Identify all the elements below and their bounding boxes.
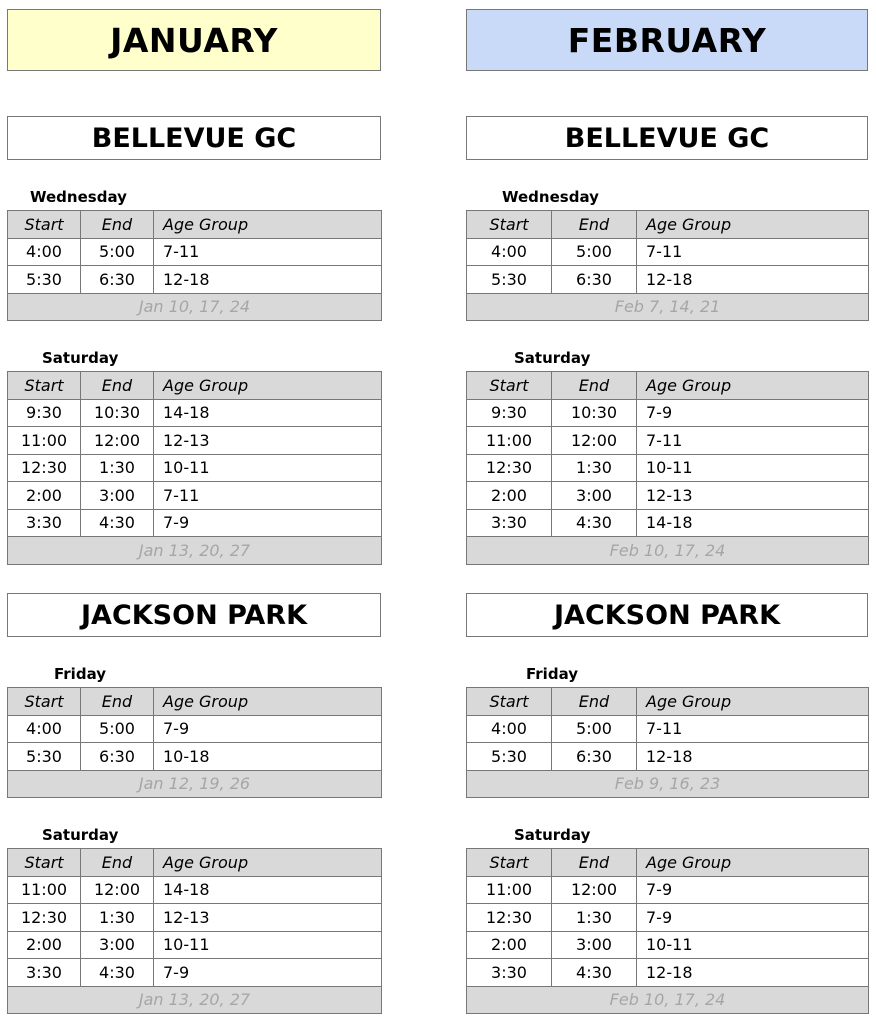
table-row [467, 931, 869, 959]
header-age-group: Age Group [154, 211, 382, 239]
header-start: Start [8, 372, 81, 400]
header-start: Start [467, 688, 552, 716]
age-group-cell: 12-18 [154, 266, 382, 294]
end-time-cell: 12:00 [81, 427, 154, 455]
header-end: End [552, 372, 637, 400]
age-group-cell: 7-9 [154, 509, 382, 537]
start-time-cell: 5:30 [8, 266, 81, 294]
table-row [8, 509, 382, 537]
day-label: Saturday [42, 826, 119, 844]
age-group-cell: 12-18 [637, 743, 869, 771]
age-group-cell: 10-11 [154, 454, 382, 482]
age-group-cell: 7-11 [637, 238, 869, 266]
header-start: Start [467, 849, 552, 877]
age-group-cell: 12-13 [154, 904, 382, 932]
age-group-cell: 7-9 [637, 399, 869, 427]
table-row [467, 454, 869, 482]
table-header-row [467, 372, 869, 400]
table-row [467, 427, 869, 455]
table-row [8, 238, 382, 266]
table-row [8, 743, 382, 771]
table-row [467, 876, 869, 904]
start-time-cell: 3:30 [467, 959, 552, 987]
start-time-cell: 4:00 [8, 238, 81, 266]
end-time-cell: 5:00 [81, 715, 154, 743]
schedule-table [466, 210, 869, 321]
age-group-cell: 7-9 [154, 959, 382, 987]
table-row [467, 904, 869, 932]
schedule-table [466, 687, 869, 798]
dates-cell: Feb 10, 17, 24 [467, 537, 869, 565]
schedule-table [7, 371, 382, 565]
day-label: Saturday [514, 349, 591, 367]
age-group-cell: 7-11 [637, 715, 869, 743]
header-end: End [552, 688, 637, 716]
table-row [8, 454, 382, 482]
start-time-cell: 3:30 [467, 509, 552, 537]
start-time-cell: 9:30 [467, 399, 552, 427]
dates-cell: Feb 10, 17, 24 [467, 986, 869, 1014]
age-group-cell: 10-18 [154, 743, 382, 771]
end-time-cell: 12:00 [552, 427, 637, 455]
table-row [8, 715, 382, 743]
start-time-cell: 2:00 [467, 482, 552, 510]
start-time-cell: 11:00 [467, 876, 552, 904]
dates-row [8, 293, 382, 321]
header-end: End [81, 372, 154, 400]
dates-cell: Feb 9, 16, 23 [467, 770, 869, 798]
header-age-group: Age Group [637, 688, 869, 716]
age-group-cell: 12-13 [154, 427, 382, 455]
end-time-cell: 12:00 [552, 876, 637, 904]
table-row [467, 959, 869, 987]
start-time-cell: 5:30 [467, 743, 552, 771]
age-group-cell: 7-11 [637, 427, 869, 455]
start-time-cell: 3:30 [8, 959, 81, 987]
table-row [467, 266, 869, 294]
header-age-group: Age Group [154, 372, 382, 400]
start-time-cell: 11:00 [8, 427, 81, 455]
table-row [8, 959, 382, 987]
age-group-cell: 14-18 [154, 399, 382, 427]
start-time-cell: 5:30 [8, 743, 81, 771]
end-time-cell: 6:30 [81, 266, 154, 294]
day-label: Friday [526, 665, 579, 683]
month-title: FEBRUARY [466, 9, 868, 71]
start-time-cell: 3:30 [8, 509, 81, 537]
venue-title: BELLEVUE GC [7, 116, 381, 160]
header-end: End [552, 849, 637, 877]
table-header-row [8, 849, 382, 877]
venue-title: BELLEVUE GC [466, 116, 868, 160]
start-time-cell: 2:00 [467, 931, 552, 959]
table-row [8, 904, 382, 932]
table-row [467, 715, 869, 743]
table-row [8, 482, 382, 510]
header-end: End [81, 849, 154, 877]
header-end: End [81, 688, 154, 716]
end-time-cell: 10:30 [81, 399, 154, 427]
schedule-table [466, 848, 869, 1014]
end-time-cell: 3:00 [552, 482, 637, 510]
dates-row [467, 986, 869, 1014]
dates-cell: Jan 12, 19, 26 [8, 770, 382, 798]
age-group-cell: 7-9 [637, 904, 869, 932]
age-group-cell: 12-18 [637, 959, 869, 987]
day-label: Friday [54, 665, 107, 683]
end-time-cell: 12:00 [81, 876, 154, 904]
end-time-cell: 4:30 [81, 959, 154, 987]
start-time-cell: 2:00 [8, 931, 81, 959]
end-time-cell: 4:30 [552, 959, 637, 987]
table-header-row [467, 849, 869, 877]
end-time-cell: 6:30 [81, 743, 154, 771]
end-time-cell: 3:00 [81, 931, 154, 959]
end-time-cell: 4:30 [552, 509, 637, 537]
start-time-cell: 12:30 [8, 904, 81, 932]
dates-cell: Feb 7, 14, 21 [467, 293, 869, 321]
table-header-row [467, 688, 869, 716]
dates-row [467, 293, 869, 321]
header-start: Start [467, 372, 552, 400]
dates-row [8, 986, 382, 1014]
end-time-cell: 3:00 [552, 931, 637, 959]
header-age-group: Age Group [637, 849, 869, 877]
header-end: End [552, 211, 637, 239]
start-time-cell: 12:30 [467, 904, 552, 932]
table-row [8, 876, 382, 904]
start-time-cell: 12:30 [467, 454, 552, 482]
end-time-cell: 1:30 [552, 904, 637, 932]
end-time-cell: 1:30 [81, 904, 154, 932]
age-group-cell: 14-18 [154, 876, 382, 904]
table-row [467, 399, 869, 427]
end-time-cell: 5:00 [552, 238, 637, 266]
dates-cell: Jan 13, 20, 27 [8, 537, 382, 565]
schedule-table [466, 371, 869, 565]
venue-title: JACKSON PARK [7, 593, 381, 637]
age-group-cell: 10-11 [637, 454, 869, 482]
table-row [8, 399, 382, 427]
start-time-cell: 9:30 [8, 399, 81, 427]
dates-row [8, 537, 382, 565]
header-start: Start [8, 849, 81, 877]
age-group-cell: 12-18 [637, 266, 869, 294]
dates-cell: Jan 10, 17, 24 [8, 293, 382, 321]
age-group-cell: 14-18 [637, 509, 869, 537]
start-time-cell: 5:30 [467, 266, 552, 294]
start-time-cell: 4:00 [8, 715, 81, 743]
table-header-row [467, 211, 869, 239]
end-time-cell: 4:30 [81, 509, 154, 537]
start-time-cell: 11:00 [467, 427, 552, 455]
header-age-group: Age Group [154, 849, 382, 877]
dates-cell: Jan 13, 20, 27 [8, 986, 382, 1014]
day-label: Saturday [514, 826, 591, 844]
start-time-cell: 4:00 [467, 238, 552, 266]
header-start: Start [8, 688, 81, 716]
month-title: JANUARY [7, 9, 381, 71]
header-age-group: Age Group [637, 372, 869, 400]
schedule-table [7, 687, 382, 798]
end-time-cell: 1:30 [81, 454, 154, 482]
header-age-group: Age Group [154, 688, 382, 716]
age-group-cell: 10-11 [154, 931, 382, 959]
end-time-cell: 5:00 [81, 238, 154, 266]
table-header-row [8, 211, 382, 239]
age-group-cell: 10-11 [637, 931, 869, 959]
age-group-cell: 7-9 [154, 715, 382, 743]
start-time-cell: 2:00 [8, 482, 81, 510]
end-time-cell: 5:00 [552, 715, 637, 743]
start-time-cell: 4:00 [467, 715, 552, 743]
header-end: End [81, 211, 154, 239]
end-time-cell: 10:30 [552, 399, 637, 427]
table-row [8, 931, 382, 959]
table-row [467, 482, 869, 510]
dates-row [467, 770, 869, 798]
start-time-cell: 11:00 [8, 876, 81, 904]
table-header-row [8, 372, 382, 400]
age-group-cell: 7-11 [154, 238, 382, 266]
age-group-cell: 7-11 [154, 482, 382, 510]
end-time-cell: 1:30 [552, 454, 637, 482]
start-time-cell: 12:30 [8, 454, 81, 482]
dates-row [467, 537, 869, 565]
age-group-cell: 7-9 [637, 876, 869, 904]
end-time-cell: 3:00 [81, 482, 154, 510]
table-row [8, 266, 382, 294]
dates-row [8, 770, 382, 798]
header-start: Start [467, 211, 552, 239]
day-label: Wednesday [30, 188, 127, 206]
table-row [8, 427, 382, 455]
venue-title: JACKSON PARK [466, 593, 868, 637]
day-label: Wednesday [502, 188, 599, 206]
schedule-table [7, 210, 382, 321]
header-age-group: Age Group [637, 211, 869, 239]
day-label: Saturday [42, 349, 119, 367]
table-header-row [8, 688, 382, 716]
table-row [467, 743, 869, 771]
age-group-cell: 12-13 [637, 482, 869, 510]
header-start: Start [8, 211, 81, 239]
schedule-table [7, 848, 382, 1014]
table-row [467, 509, 869, 537]
end-time-cell: 6:30 [552, 266, 637, 294]
table-row [467, 238, 869, 266]
end-time-cell: 6:30 [552, 743, 637, 771]
